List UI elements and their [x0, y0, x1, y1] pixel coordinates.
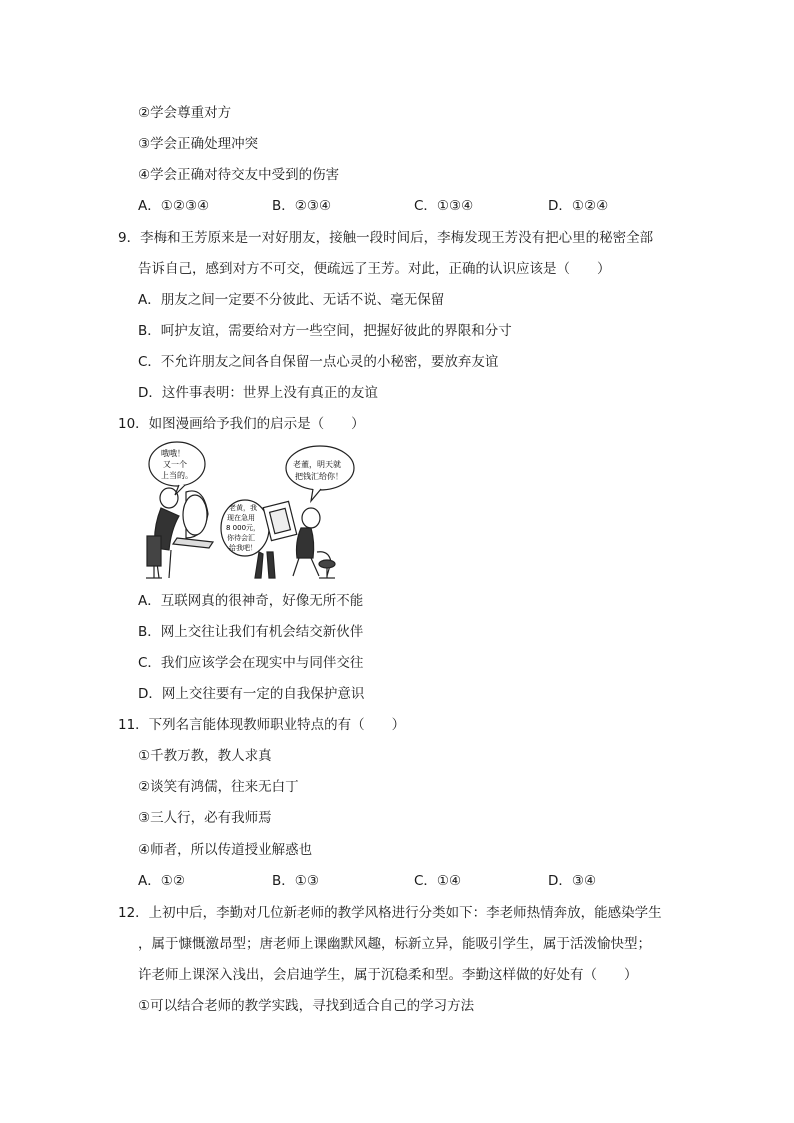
q12-item-1: ①可以结合老师的教学实践，寻找到适合自己的学习方法 — [138, 998, 475, 1014]
q9-option-d: D．这件事表明：世界上没有真正的友谊 — [138, 385, 378, 401]
bubble-left-line2: 又一个 — [163, 460, 187, 469]
q12-stem-line1: 12．上初中后，李勤对几位新老师的教学风格进行分类如下：李老师热情奔放，能感染学生 — [118, 905, 662, 921]
q11-item-4: ④师者，所以传道授业解惑也 — [138, 842, 313, 858]
q11-item-1: ①千教万教，教人求真 — [138, 748, 272, 764]
q8-option-b: B．②③④ — [272, 198, 332, 214]
q10-option-a: A．互联网真的很神奇，好像无所不能 — [138, 593, 364, 609]
q11-option-b: B．①③ — [272, 873, 319, 889]
q11-item-3: ③三人行，必有我师焉 — [138, 810, 272, 826]
q10-option-b: B．网上交往让我们有机会结交新伙伴 — [138, 624, 364, 640]
screen-line1: 老黄，我 — [229, 504, 257, 512]
bubble-right-line1: 老董，明天就 — [293, 460, 341, 469]
q9-stem-line2: 告诉自己，感到对方不可交，便疏远了王芳。对此，正确的认识应该是（ ） — [138, 261, 611, 277]
q10-option-d: D．网上交往要有一定的自我保护意识 — [138, 686, 365, 702]
middle-legs — [255, 552, 275, 578]
q12-stem-line3: 许老师上课深入浅出，会启迪学生，属于沉稳柔和型。李勤这样做的好处有（ ） — [138, 967, 638, 983]
q11-option-c: C．①④ — [414, 873, 462, 889]
q9-option-a: A．朋友之间一定要不分彼此、无话不说、毫无保留 — [138, 292, 445, 308]
q11-item-2: ②谈笑有鸿儒，往来无白丁 — [138, 779, 299, 795]
q9-option-c: C．不允许朋友之间各自保留一点心灵的小秘密，要放弃友谊 — [138, 354, 499, 370]
left-computer — [173, 491, 213, 548]
q8-item-2: ②学会尊重对方 — [138, 105, 232, 121]
q10-stem: 10．如图漫画给予我们的启示是（ ） — [118, 416, 365, 432]
q11-option-a: A．①② — [138, 873, 185, 889]
speech-bubble-right — [286, 446, 354, 501]
bubble-left-line3: 上当的。 — [161, 471, 193, 480]
q9-option-b: B．呵护友谊，需要给对方一些空间，把握好彼此的界限和分寸 — [138, 323, 512, 339]
q8-item-3: ③学会正确处理冲突 — [138, 136, 259, 152]
q8-option-a: A．①②③④ — [138, 198, 210, 214]
bubble-left-line1: 哦哦！ — [161, 449, 185, 458]
speech-bubble-left — [149, 442, 205, 495]
left-person — [146, 488, 179, 578]
bubble-right-line2: 把钱汇给你！ — [295, 472, 343, 481]
screen-line4: 你待会汇 — [227, 534, 255, 542]
q11-stem: 11．下列名言能体现教师职业特点的有（ ） — [118, 717, 406, 733]
comic-illustration — [141, 440, 356, 582]
q8-option-d: D．①②④ — [548, 198, 609, 214]
q12-stem-line2: ，属于慷慨激昂型；唐老师上课幽默风趣，标新立异，能吸引学生，属于活泼愉快型； — [138, 936, 651, 952]
q8-item-4: ④学会正确对待交友中受到的伤害 — [138, 167, 340, 183]
screen-line2: 现在急用 — [227, 514, 255, 522]
speech-bubble-screen — [221, 500, 269, 556]
q8-option-c: C．①③④ — [414, 198, 474, 214]
q11-option-d: D．③④ — [548, 873, 597, 889]
screen-line3: 8 000元， — [226, 524, 261, 532]
q9-stem-line1: 9．李梅和王芳原来是一对好朋友，接触一段时间后，李梅发现王芳没有把心里的秘密全部 — [118, 230, 654, 246]
screen-line5: 给我吧！ — [229, 544, 257, 552]
q10-option-c: C．我们应该学会在现实中与同伴交往 — [138, 655, 364, 671]
